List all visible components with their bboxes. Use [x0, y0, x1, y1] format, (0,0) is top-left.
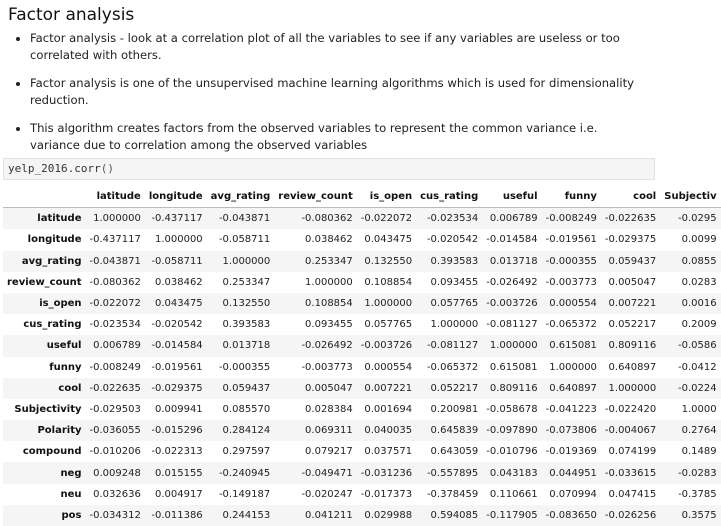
table-cell: 0.000554	[549, 298, 597, 310]
table-cell: -0.026256	[604, 509, 657, 521]
table-cell: 0.059437	[608, 255, 657, 267]
row-label: cool	[58, 382, 82, 394]
table-cell: 0.108854	[364, 276, 413, 288]
row-label: Polarity	[37, 425, 82, 437]
table-cell: 0.0016	[681, 298, 717, 310]
column-header: avg_rating	[207, 186, 275, 208]
correlation-table-container[interactable]	[3, 186, 717, 526]
table-cell: -0.029375	[151, 382, 203, 394]
table-row	[3, 208, 721, 230]
table-cell: -0.065372	[545, 319, 597, 331]
table-cell: 0.059437	[222, 382, 271, 394]
table-cell: -0.023534	[426, 213, 479, 225]
row-label: longitude	[27, 234, 82, 246]
table-row	[3, 484, 721, 505]
table-cell: 0.079217	[305, 446, 353, 458]
table-cell: 1.0000	[681, 403, 717, 415]
column-header: is_open	[357, 186, 416, 208]
table-cell: 1.000000	[222, 255, 271, 267]
table-cell: -0.003726	[486, 298, 538, 310]
table-row	[3, 357, 721, 378]
bullet-list	[8, 30, 650, 165]
header-row	[3, 186, 721, 208]
table-row	[3, 441, 721, 462]
table-cell: 0.000554	[364, 361, 413, 373]
table-cell: 0.253347	[305, 255, 353, 267]
table-cell: -0.036055	[89, 425, 141, 437]
table-cell: 0.615081	[489, 361, 538, 373]
row-label: neu	[60, 488, 82, 500]
table-row	[3, 505, 721, 526]
column-header: useful	[482, 186, 541, 208]
column-header: latitude	[86, 186, 145, 208]
table-cell: 1.000000	[489, 340, 538, 352]
table-cell: -0.022313	[151, 446, 203, 458]
row-label: pos	[61, 509, 82, 521]
code-parens: ()	[100, 162, 114, 175]
table-cell: -0.240945	[218, 467, 271, 479]
row-label: useful	[46, 340, 82, 352]
table-cell: 0.009941	[154, 403, 203, 415]
table-cell: 1.000000	[93, 213, 141, 225]
table-cell: 0.043475	[364, 234, 413, 246]
row-label: latitude	[37, 213, 82, 225]
column-header: funny	[542, 186, 601, 208]
table-cell: 0.047415	[608, 488, 657, 500]
code-dot: .	[67, 162, 75, 175]
table-cell: 0.057765	[364, 319, 413, 331]
row-label: cus_rating	[23, 319, 82, 331]
table-cell: 0.3575	[681, 509, 717, 521]
table-cell: -0.000355	[218, 361, 271, 373]
table-cell: -0.026492	[486, 276, 538, 288]
table-cell: 0.006789	[93, 340, 141, 352]
table-cell: -0.149187	[218, 488, 271, 500]
table-cell: -0.437117	[89, 234, 141, 246]
corner-header	[3, 186, 86, 208]
table-cell: 0.038462	[305, 234, 353, 246]
bullet-item: • Factor analysis is one of the unsupervised machine learning algorithms which is used for dimensionality reduction.	[30, 75, 650, 109]
table-cell: -0.043871	[218, 213, 271, 225]
bullet-item: • This algorithm creates factors from the observed variables to represent the common variance i.e. variance due to correlation among the observed variables	[30, 120, 650, 154]
table-cell: -0.049471	[301, 467, 353, 479]
table-cell: -0.011386	[151, 509, 203, 521]
table-cell: -0.008249	[545, 213, 597, 225]
row-label: funny	[49, 361, 82, 373]
bullet-item: • Factor analysis - look at a correlation plot of all the variables to see if any variables are useless or too correlated with others.	[30, 30, 650, 64]
table-cell: 0.085570	[222, 403, 271, 415]
table-cell: -0.437117	[151, 213, 203, 225]
table-cell: 0.070994	[549, 488, 597, 500]
column-header: longitude	[145, 186, 207, 208]
table-cell: 0.044951	[549, 467, 597, 479]
table-body	[3, 208, 721, 526]
table-cell: 0.284124	[222, 425, 271, 437]
table-cell: 0.038462	[154, 276, 203, 288]
table-cell: 0.393583	[430, 255, 479, 267]
table-cell: 0.015155	[154, 467, 203, 479]
table-cell: 0.009248	[93, 467, 141, 479]
table-cell: -0.058711	[151, 255, 203, 267]
table-row	[3, 462, 721, 483]
table-cell: -0.083650	[545, 509, 597, 521]
table-cell: 0.028384	[305, 403, 353, 415]
table-cell: -0.022072	[89, 298, 141, 310]
table-cell: 0.640897	[608, 361, 657, 373]
table-cell: -0.080362	[89, 276, 141, 288]
table-cell: -0.081127	[486, 319, 538, 331]
table-row	[3, 335, 721, 356]
table-cell: 0.643059	[430, 446, 479, 458]
table-cell: 0.200981	[430, 403, 479, 415]
table-cell: 0.043183	[489, 467, 538, 479]
table-cell: 1.000000	[154, 234, 203, 246]
table-cell: 0.393583	[222, 319, 271, 331]
table-cell: -0.004067	[604, 425, 657, 437]
table-row	[3, 420, 721, 441]
table-cell: 0.069311	[305, 425, 353, 437]
table-cell: 0.029988	[364, 509, 413, 521]
table-cell: 0.1489	[681, 446, 717, 458]
column-header: Subjectiv	[660, 186, 720, 208]
table-row	[3, 378, 721, 399]
table-cell: 0.004917	[154, 488, 203, 500]
table-cell: -0.0224	[677, 382, 717, 394]
table-cell: -0.017373	[360, 488, 413, 500]
table-cell: 0.645839	[430, 425, 479, 437]
table-cell: 0.007221	[364, 382, 413, 394]
row-label: compound	[22, 446, 82, 458]
table-cell: 0.005047	[305, 382, 353, 394]
table-cell: -0.029503	[89, 403, 141, 415]
table-cell: -0.019369	[545, 446, 597, 458]
table-cell: 0.032636	[93, 488, 141, 500]
table-row	[3, 229, 721, 250]
table-row	[3, 272, 721, 293]
table-cell: 0.043475	[154, 298, 203, 310]
table-cell: 0.615081	[549, 340, 597, 352]
table-cell: -0.010206	[89, 446, 141, 458]
table-cell: 0.001694	[364, 403, 413, 415]
table-cell: 1.000000	[549, 361, 597, 373]
table-cell: -0.022072	[360, 213, 413, 225]
table-cell: -0.000355	[545, 255, 597, 267]
table-cell: -0.117905	[486, 509, 538, 521]
table-cell: 1.000000	[364, 298, 413, 310]
table-cell: 0.093455	[305, 319, 353, 331]
table-cell: 1.000000	[608, 382, 657, 394]
table-cell: -0.019561	[151, 361, 203, 373]
table-cell: -0.058711	[218, 234, 271, 246]
table-cell: -0.097890	[486, 425, 538, 437]
table-cell: -0.034312	[89, 509, 141, 521]
table-cell: 0.253347	[222, 276, 271, 288]
code-method: corr	[74, 162, 101, 175]
table-cell: 0.037571	[364, 446, 413, 458]
table-cell: -0.010796	[486, 446, 538, 458]
table-cell: 0.093455	[430, 276, 479, 288]
table-cell: -0.003773	[301, 361, 353, 373]
column-header: cool	[601, 186, 660, 208]
table-cell: -0.065372	[426, 361, 479, 373]
table-cell: -0.080362	[301, 213, 353, 225]
table-cell: -0.041223	[545, 403, 597, 415]
table-cell: 0.007221	[608, 298, 657, 310]
table-cell: -0.022635	[89, 382, 141, 394]
table-cell: 0.132550	[364, 255, 413, 267]
table-cell: -0.026492	[301, 340, 353, 352]
table-cell: -0.378459	[426, 488, 479, 500]
table-cell: 0.2009	[681, 319, 717, 331]
table-row	[3, 251, 721, 272]
table-cell: -0.023534	[89, 319, 141, 331]
table-row	[3, 293, 721, 314]
table-cell: 0.057765	[430, 298, 479, 310]
row-label: Subjectivity	[14, 403, 82, 415]
table-cell: -0.019561	[545, 234, 597, 246]
table-cell: -0.003726	[360, 340, 413, 352]
table-cell: -0.031236	[360, 467, 413, 479]
table-cell: 0.0283	[681, 276, 717, 288]
table-cell: -0.557895	[426, 467, 479, 479]
row-label: neg	[60, 467, 82, 479]
table-cell: -0.003773	[545, 276, 597, 288]
table-cell: 0.809116	[608, 340, 657, 352]
table-cell: -0.022635	[604, 213, 657, 225]
table-cell: -0.015296	[151, 425, 203, 437]
table-cell: -0.022420	[604, 403, 657, 415]
table-cell: 0.132550	[222, 298, 271, 310]
table-cell: -0.3785	[677, 488, 717, 500]
table-cell: -0.029375	[604, 234, 657, 246]
table-cell: -0.081127	[426, 340, 479, 352]
table-cell: -0.020542	[426, 234, 479, 246]
column-header: review_count	[274, 186, 357, 208]
table-cell: 0.108854	[305, 298, 353, 310]
row-label: avg_rating	[21, 255, 82, 267]
table-cell: 0.005047	[608, 276, 657, 288]
table-cell: 0.040035	[364, 425, 413, 437]
table-cell: -0.014584	[151, 340, 203, 352]
table-cell: -0.020247	[301, 488, 353, 500]
table-cell: 0.0855	[681, 255, 717, 267]
table-cell: 0.594085	[430, 509, 479, 521]
column-header: cus_rating	[416, 186, 482, 208]
table-cell: 0.809116	[489, 382, 538, 394]
table-cell: -0.008249	[89, 361, 141, 373]
table-cell: 0.006789	[489, 213, 538, 225]
table-row	[3, 314, 721, 335]
table-cell: 0.244153	[222, 509, 271, 521]
table-cell: -0.033615	[604, 467, 657, 479]
table-cell: -0.0412	[677, 361, 717, 373]
table-cell: 0.041211	[305, 509, 353, 521]
table-cell: 1.000000	[305, 276, 353, 288]
table-cell: 0.110661	[489, 488, 538, 500]
table-cell: 0.013718	[222, 340, 271, 352]
code-object: yelp_2016	[8, 162, 68, 175]
table-cell: 0.297597	[222, 446, 271, 458]
table-cell: -0.0586	[677, 340, 717, 352]
table-cell: 0.052217	[608, 319, 657, 331]
table-cell: -0.014584	[486, 234, 538, 246]
table-cell: -0.020542	[151, 319, 203, 331]
table-cell: -0.073806	[545, 425, 597, 437]
table-cell: 0.074199	[608, 446, 657, 458]
table-cell: 0.052217	[430, 382, 479, 394]
row-label: review_count	[7, 276, 82, 288]
correlation-table	[3, 186, 721, 526]
table-cell: 0.0099	[681, 234, 717, 246]
row-label: is_open	[39, 298, 82, 310]
table-cell: -0.043871	[89, 255, 141, 267]
table-row	[3, 399, 721, 420]
table-cell: -0.0295	[677, 213, 717, 225]
code-cell[interactable]	[3, 158, 655, 180]
table-cell: 1.000000	[430, 319, 479, 331]
table-cell: -0.0283	[677, 467, 717, 479]
table-cell: 0.013718	[489, 255, 538, 267]
table-cell: 0.640897	[549, 382, 597, 394]
section-title: Factor analysis	[8, 5, 135, 25]
table-cell: 0.2764	[681, 425, 717, 437]
table-cell: -0.058678	[486, 403, 538, 415]
